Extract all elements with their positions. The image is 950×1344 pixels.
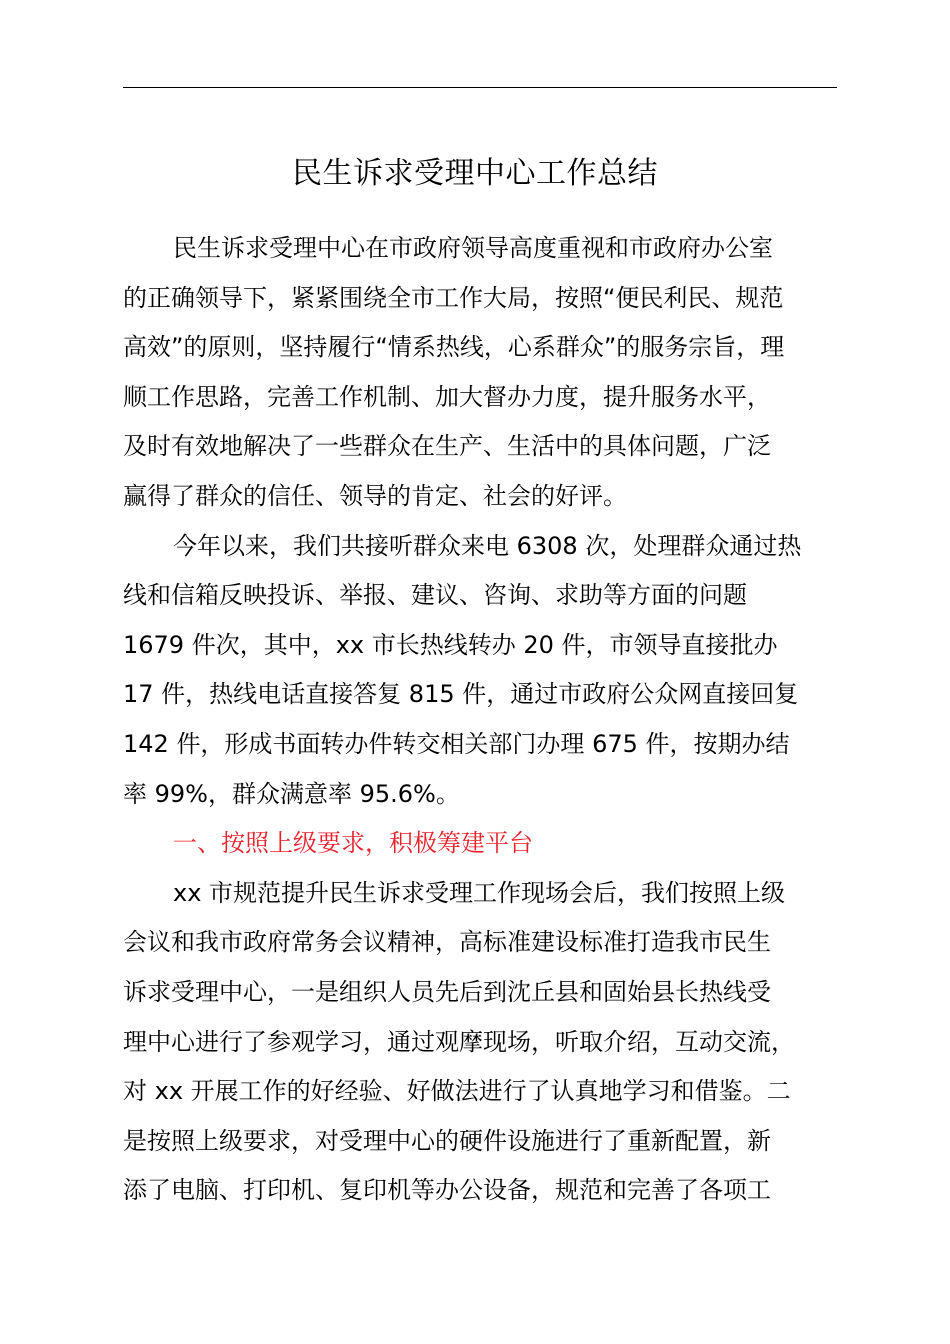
text-line: 高效”的原则，坚持履行“情系热线，心系群众”的服务宗旨，理 xyxy=(123,333,785,362)
text-line: 添了电脑、打印机、复印机等办公设备，规范和完善了各项工 xyxy=(123,1176,771,1205)
text-line: 的正确领导下，紧紧围绕全市工作大局，按照“便民利民、规范 xyxy=(123,283,784,312)
header-rule xyxy=(123,87,837,88)
text-line: 17 件，热线电话直接答复 815 件，通过市政府公众网直接回复 xyxy=(123,680,799,709)
text-line: 对 xx 开展工作的好经验、好做法进行了认真地学习和借鉴。二 xyxy=(123,1077,791,1106)
text-line: 1679 件次，其中，xx 市长热线转办 20 件，市领导直接批办 xyxy=(123,630,778,659)
text-line: xx 市规范提升民生诉求受理工作现场会后，我们按照上级 xyxy=(173,878,786,907)
text-line: 142 件，形成书面转办件转交相关部门办理 675 件，按期办结 xyxy=(123,729,790,758)
text-line: 会议和我市政府常务会议精神，高标准建设标准打造我市民生 xyxy=(123,928,771,957)
document-body xyxy=(123,224,837,1216)
text-line: 是按照上级要求，对受理中心的硬件设施进行了重新配置，新 xyxy=(123,1126,771,1155)
text-line: 诉求受理中心，一是组织人员先后到沈丘县和固始县长热线受 xyxy=(123,977,771,1006)
text-line: 赢得了群众的信任、领导的肯定、社会的好评。 xyxy=(123,481,627,510)
text-line: 顺工作思路，完善工作机制、加大督办力度，提升服务水平， xyxy=(123,382,771,411)
text-line: 线和信箱反映投诉、举报、建议、咨询、求助等方面的问题 xyxy=(123,581,747,610)
text-line: 率 99%，群众满意率 95.6%。 xyxy=(123,779,460,808)
document-title: 民生诉求受理中心工作总结 xyxy=(292,156,658,191)
text-line: 理中心进行了参观学习，通过观摩现场，听取介绍，互动交流， xyxy=(123,1027,795,1056)
text-line: 今年以来，我们共接听群众来电 6308 次，处理群众通过热 xyxy=(173,531,802,560)
text-line: 民生诉求受理中心在市政府领导高度重视和市政府办公室 xyxy=(173,234,773,262)
section-heading: 一、按照上级要求，积极筹建平台 xyxy=(173,829,533,858)
text-line: 及时有效地解决了一些群众在生产、生活中的具体问题，广泛 xyxy=(123,432,771,461)
